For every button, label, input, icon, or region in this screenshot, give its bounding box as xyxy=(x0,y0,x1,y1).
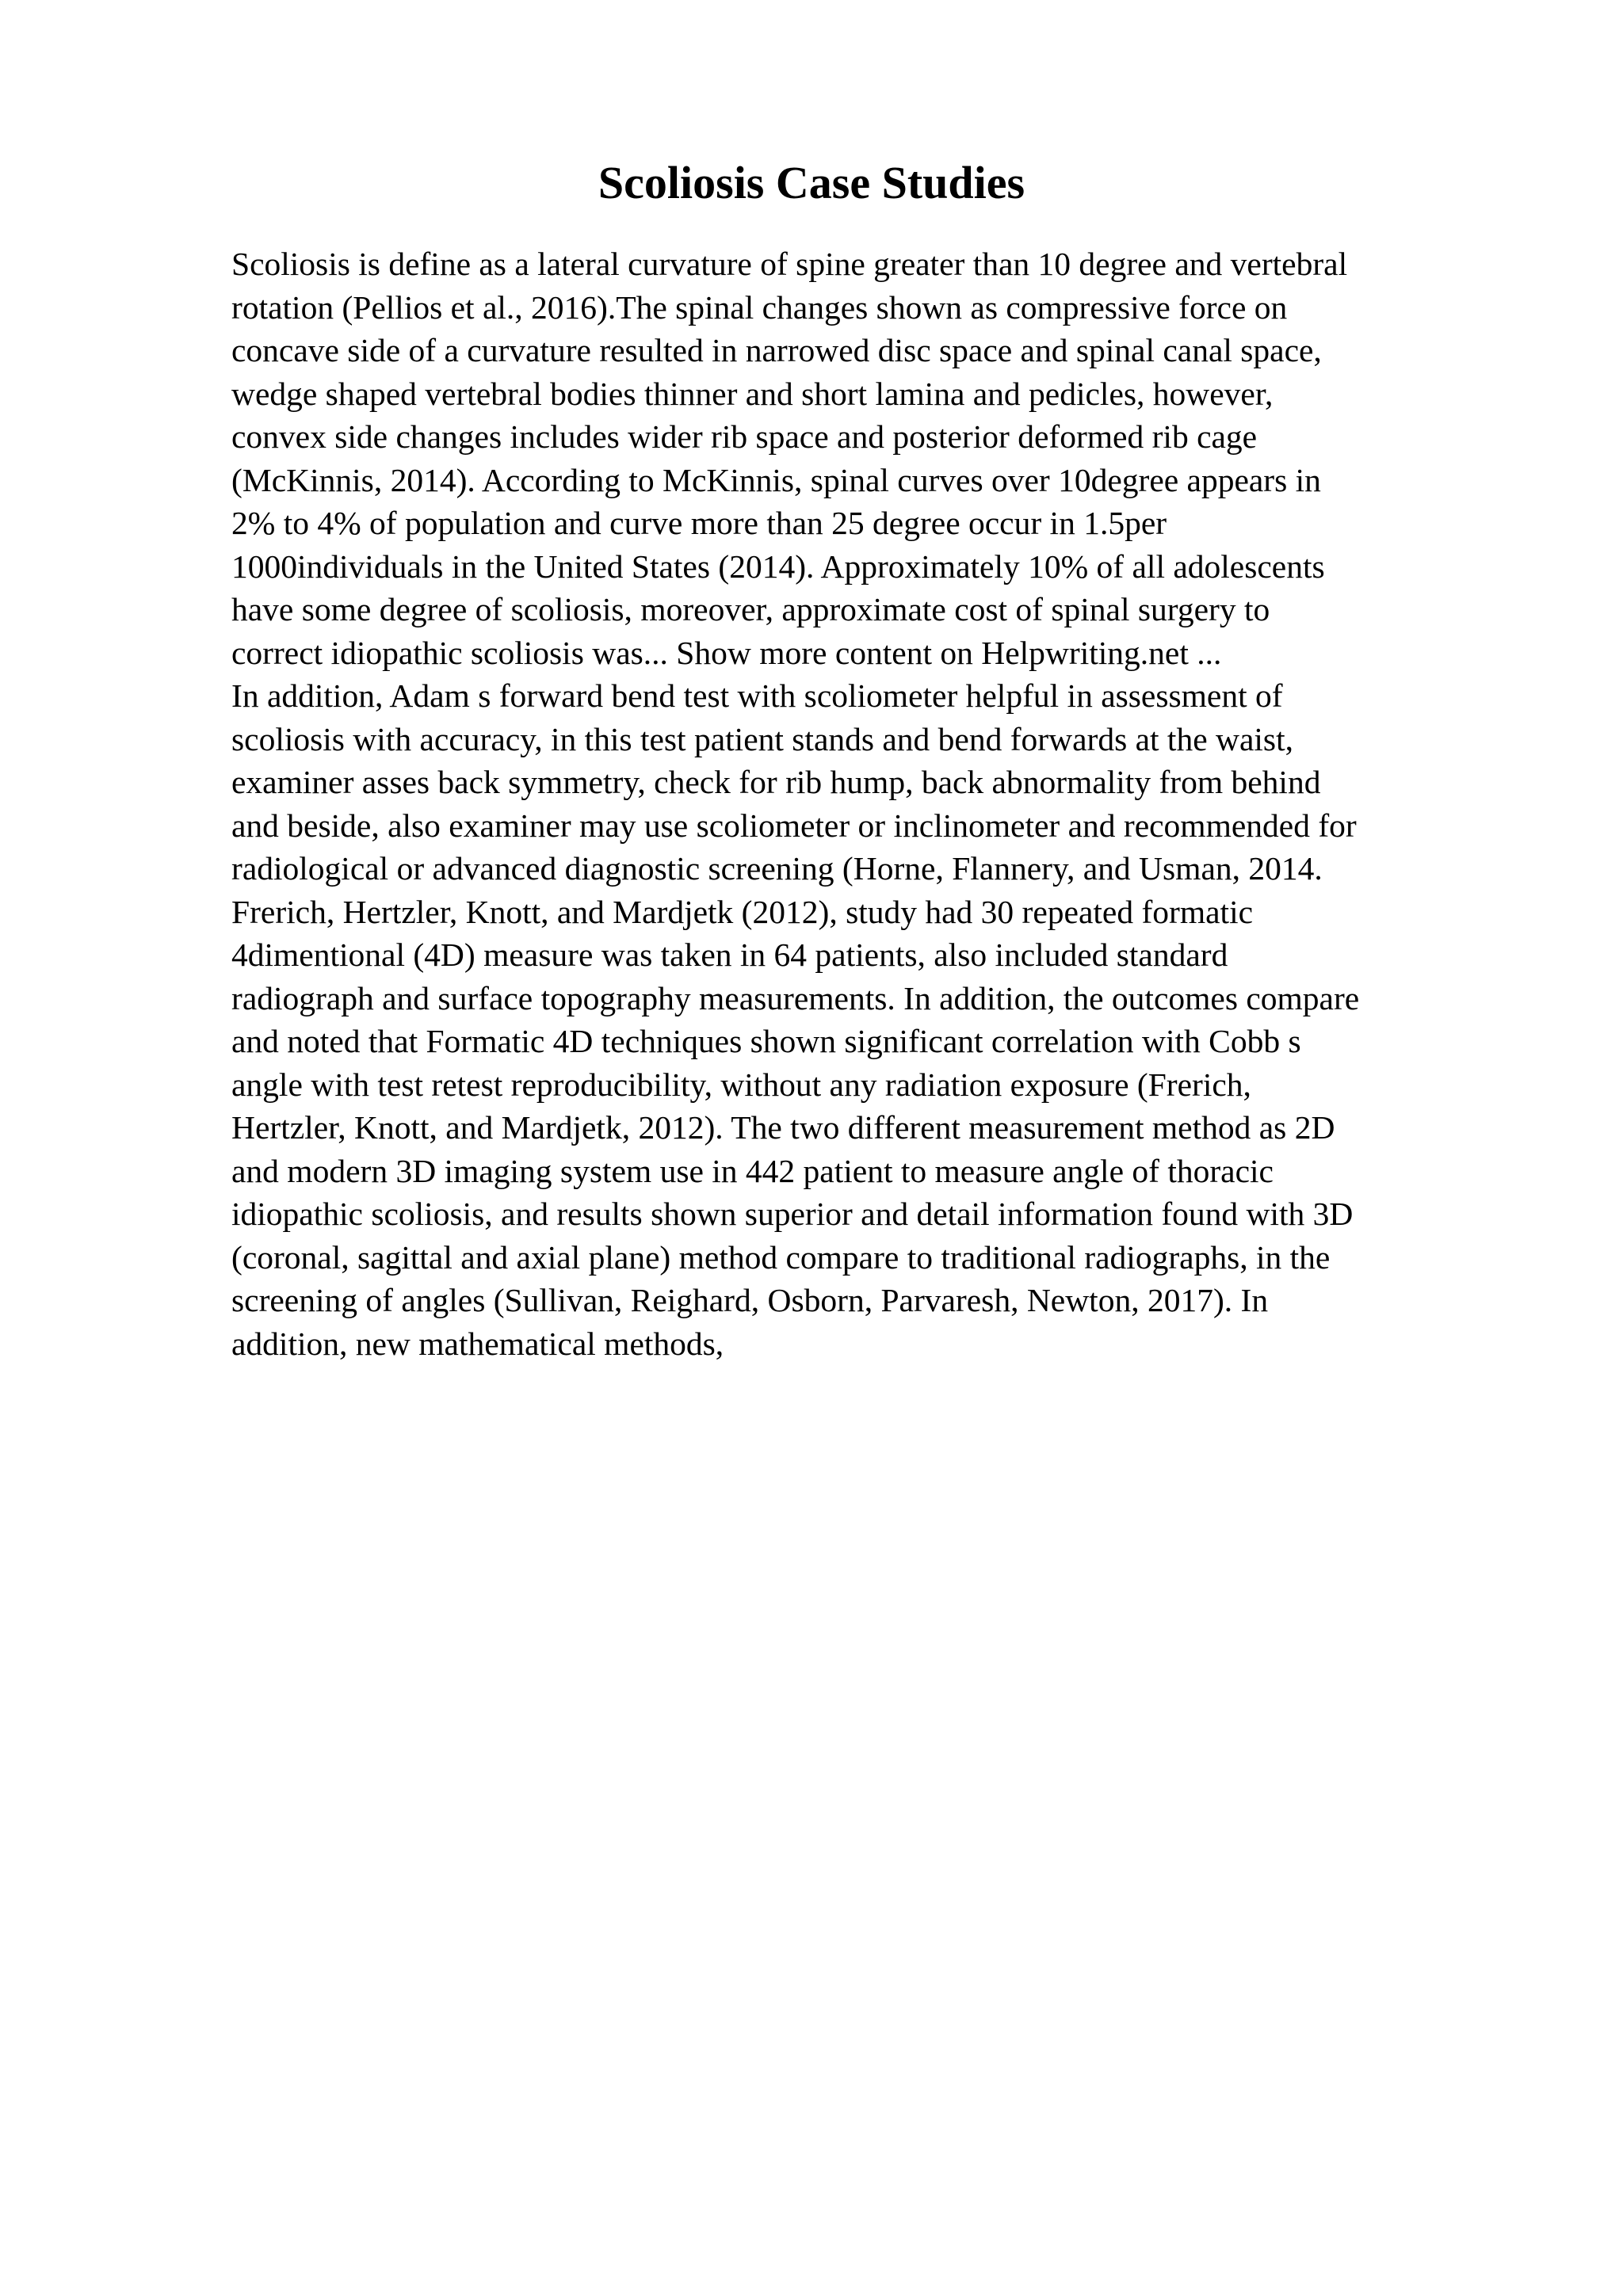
body-line: and beside, also examiner may use scoliometer or inclinometer and recommended for xyxy=(231,807,1357,844)
body-line: have some degree of scoliosis, moreover, approximate cost of spinal surgery to xyxy=(231,591,1270,627)
body-line: correct idiopathic scoliosis was... Show more content on Helpwriting.net ... xyxy=(231,634,1222,671)
document-title: Scoliosis Case Studies xyxy=(598,157,1025,208)
body-line: and modern 3D imaging system use in 442 patient to measure angle of thoracic xyxy=(231,1152,1274,1189)
body-line: Scoliosis is define as a lateral curvature of spine greater than 10 degree and vertebral xyxy=(231,246,1348,282)
body-line: (coronal, sagittal and axial plane) method compare to traditional radiographs, in the xyxy=(231,1238,1331,1276)
body-line: 1000individuals in the United States (2014). Approximately 10% of all adolescents xyxy=(231,547,1325,585)
body-line: (McKinnis, 2014). According to McKinnis, spinal curves over 10degree appears in xyxy=(231,461,1321,498)
body-line: convex side changes includes wider rib space and posterior deformed rib cage xyxy=(231,418,1258,455)
body-line: Frerich, Hertzler, Knott, and Mardjetk (2012), study had 30 repeated formatic xyxy=(231,893,1254,930)
body-line: angle with test retest reproducibility, without any radiation exposure (Frerich, xyxy=(231,1066,1251,1103)
document-body xyxy=(231,242,1547,1365)
body-line: scoliosis with accuracy, in this test patient stands and bend forwards at the waist, xyxy=(231,720,1293,757)
body-line: examiner asses back symmetry, check for rib hump, back abnormality from behind xyxy=(231,764,1321,800)
body-line: 4dimentional (4D) measure was taken in 64 patients, also included standard xyxy=(231,936,1228,973)
body-line: 2% to 4% of population and curve more than 25 degree occur in 1.5per xyxy=(231,505,1167,541)
body-line: and noted that Formatic 4D techniques shown significant correlation with Cobb s xyxy=(231,1023,1301,1059)
body-line: screening of angles (Sullivan, Reighard, Osborn, Parvaresh, Newton, 2017). In xyxy=(231,1282,1269,1318)
body-line: concave side of a curvature resulted in narrowed disc space and spinal canal space, xyxy=(231,332,1322,368)
body-line: rotation (Pellios et al., 2016).The spinal changes shown as compressive force on xyxy=(231,288,1288,326)
body-line: idiopathic scoliosis, and results shown superior and detail information found with 3D xyxy=(231,1196,1354,1232)
body-line: radiograph and surface topography measurements. In addition, the outcomes compare xyxy=(231,979,1360,1016)
body-line: addition, new mathematical methods, xyxy=(231,1325,724,1362)
body-line: wedge shaped vertebral bodies thinner and short lamina and pedicles, however, xyxy=(231,375,1274,412)
body-line: radiological or advanced diagnostic screening (Horne, Flannery, and Usman, 2014. xyxy=(231,850,1323,887)
body-line: Hertzler, Knott, and Mardjetk, 2012). The two different measurement method as 2D xyxy=(231,1109,1335,1146)
body-line: In addition, Adam s forward bend test with scoliometer helpful in assessment of xyxy=(231,677,1283,714)
